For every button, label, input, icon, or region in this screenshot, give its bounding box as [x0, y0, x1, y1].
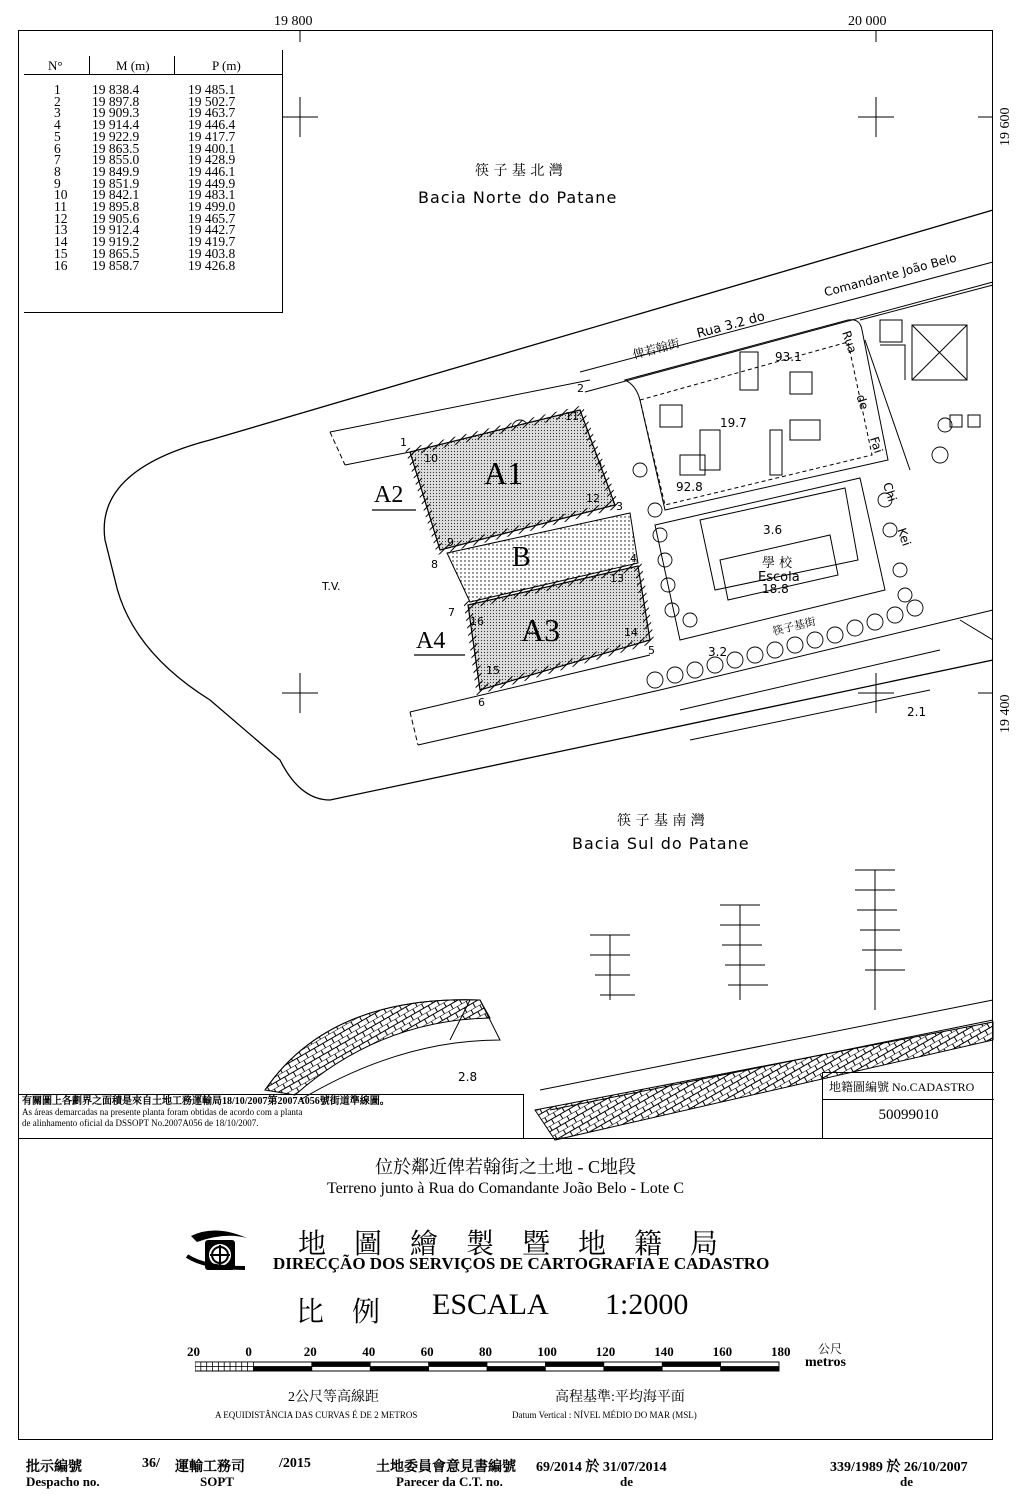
- p-coordinate: 19 463.7: [188, 105, 236, 121]
- point-9: 9: [447, 536, 454, 549]
- street-cn: 俾若翰街: [631, 336, 682, 362]
- parecer-cn: 土地委員會意見書編號: [376, 1460, 516, 1475]
- point-number: 7: [54, 152, 61, 168]
- zone-a2: A2: [374, 482, 404, 508]
- p-coordinate: 19 403.8: [188, 245, 236, 261]
- reference-de: de: [900, 1474, 913, 1489]
- note-pt-1: As áreas demarcadas na presente planta foram obtidas de acordo com a planta: [22, 1107, 303, 1117]
- p-coordinate: 19 446.1: [188, 163, 236, 179]
- despacho-year: /2015: [279, 1456, 311, 1471]
- m-coordinate: 19 858.7: [92, 257, 140, 273]
- point-2: 2: [577, 382, 584, 395]
- p-coordinate: 19 449.9: [188, 175, 236, 191]
- point-1: 1: [400, 436, 407, 449]
- scale-segment: [312, 1362, 370, 1367]
- table-row: [24, 163, 282, 179]
- coordinate-table: [24, 50, 283, 313]
- table-row: [24, 93, 282, 109]
- point-3: 3: [616, 500, 623, 513]
- datum-cn: 高程基準:平均海平面: [555, 1390, 685, 1405]
- scale-tick-label: 40: [362, 1344, 376, 1359]
- point-10: 10: [424, 452, 438, 465]
- elev-2-8: 2.8: [458, 1070, 478, 1084]
- north-bay-pt: Bacia Norte do Patane: [418, 188, 618, 207]
- point-number: 6: [54, 140, 61, 156]
- point-number: 11: [54, 199, 67, 214]
- table-row: [24, 257, 282, 273]
- m-coordinate: 19 849.9: [92, 163, 140, 179]
- p-coordinate: 19 446.4: [188, 117, 236, 133]
- point-number: 8: [54, 163, 61, 179]
- m-coordinate: 19 855.0: [92, 152, 140, 168]
- scale-tick-label: 20: [187, 1344, 200, 1359]
- school-pt: Escola: [758, 570, 800, 585]
- point-number: 10: [54, 187, 68, 203]
- chi-label: Chi: [880, 480, 900, 504]
- point-16: 16: [470, 615, 484, 628]
- scale-segment: [545, 1362, 603, 1367]
- p-coordinate: 19 502.7: [188, 93, 236, 109]
- table-row: [24, 107, 282, 119]
- elev-18-8: 18.8: [762, 582, 789, 596]
- school-block: [625, 320, 888, 640]
- zone-a3: A3: [521, 612, 561, 648]
- elev-19-7: 19.7: [720, 416, 747, 430]
- parecer-de: de: [620, 1474, 633, 1489]
- p-coordinate: 19 499.0: [188, 199, 236, 214]
- point-number: 3: [54, 105, 61, 121]
- scale-unit-cn: 公尺: [818, 1342, 843, 1356]
- grid-label-top-1: 19 800: [274, 14, 313, 29]
- scale-bar: [195, 1360, 785, 1374]
- m-coordinate: 19 863.5: [92, 140, 140, 156]
- p-coordinate: 19 465.7: [188, 210, 236, 226]
- point-number: 1: [54, 82, 61, 97]
- despacho-cn: 批示編號: [26, 1460, 82, 1475]
- north-bay-cn: 筷 子 基 北 灣: [475, 163, 563, 179]
- zone-a1: A1: [484, 455, 524, 491]
- p-coordinate: 19 419.7: [188, 234, 236, 250]
- elev-92-8: 92.8: [676, 480, 703, 494]
- scale-tick-label: 80: [479, 1344, 492, 1359]
- scale-cn: 比 例: [296, 1297, 381, 1328]
- grid-label-right-2: 19 400: [998, 694, 1013, 733]
- point-number: 14: [54, 234, 68, 250]
- datum-pt: Datum Vertical : NÍVEL MÉDIO DO MAR (MSL): [512, 1410, 697, 1420]
- parecer-value: 69/2014 於 31/07/2014: [536, 1460, 667, 1475]
- table-row: [24, 154, 282, 166]
- point-number: 15: [54, 245, 68, 261]
- point-11: 11: [565, 410, 579, 423]
- street-pt-1: Rua 3.2 do: [695, 309, 767, 342]
- parecer-pt: Parecer da C.T. no.: [396, 1474, 503, 1489]
- zone-a4: A4: [416, 628, 446, 654]
- grid-label-top-2: 20 000: [848, 14, 887, 29]
- m-coordinate: 19 912.4: [92, 222, 140, 238]
- point-number: 9: [54, 175, 61, 191]
- table-header-m: M (m): [116, 58, 150, 73]
- table-row: [24, 128, 282, 144]
- reference-value: 339/1989 於 26/10/2007: [830, 1460, 968, 1475]
- point-13: 13: [610, 572, 624, 585]
- scale-tick-label: 0: [245, 1344, 252, 1359]
- cadastro-box: [822, 1072, 994, 1139]
- m-coordinate: 19 914.4: [92, 117, 140, 133]
- scale-tick-label: 60: [420, 1344, 434, 1359]
- table-header-p: P (m): [212, 58, 241, 73]
- m-coordinate: 19 909.3: [92, 105, 140, 121]
- p-coordinate: 19 426.8: [188, 257, 236, 273]
- point-14: 14: [624, 626, 638, 639]
- point-number: 12: [54, 210, 68, 226]
- contour-pt: A EQUIDISTÂNCIA DAS CURVAS É DE 2 METROS: [215, 1410, 418, 1420]
- scale-tick-label: 160: [712, 1344, 733, 1359]
- p-coordinate: 19 483.1: [188, 187, 236, 203]
- table-header-no: N°: [48, 58, 63, 73]
- point-number: 13: [54, 222, 68, 238]
- p-coordinate: 19 485.1: [188, 82, 236, 97]
- point-number: 4: [54, 117, 61, 133]
- sopt-pt: SOPT: [200, 1474, 234, 1489]
- note-pt-2: de alinhamento oficial da DSSOPT No.2007A056 de 18/10/2007.: [22, 1118, 259, 1128]
- zone-b: B: [512, 542, 531, 573]
- agency-cn: 地 圖 繪 製 暨 地 籍 局: [298, 1229, 719, 1260]
- m-coordinate: 19 922.9: [92, 128, 140, 144]
- scale-segment: [253, 1367, 311, 1372]
- elev-2-1: 2.1: [907, 705, 927, 719]
- scale-tick-label: 20: [303, 1344, 317, 1359]
- scale-tick-label: 180: [771, 1344, 791, 1359]
- scale-tick-label: 100: [537, 1344, 557, 1359]
- m-coordinate: 19 905.6: [92, 210, 140, 226]
- street2-cn: 筷子基街: [771, 614, 818, 639]
- point-12: 12: [586, 492, 600, 505]
- breakwater: [265, 1000, 490, 1095]
- point-number: 2: [54, 93, 61, 109]
- m-coordinate: 19 919.2: [92, 234, 140, 250]
- note-text: [22, 1096, 522, 1129]
- p-coordinate: 19 400.1: [188, 140, 236, 156]
- scale-segment: [662, 1362, 720, 1367]
- sopt-cn: 運輸工務司: [175, 1460, 245, 1475]
- elev-3-2: 3.2: [708, 645, 728, 659]
- despacho-number: 36/: [142, 1456, 160, 1471]
- point-8: 8: [431, 558, 438, 571]
- fai-label: Fai: [867, 434, 886, 456]
- street-pt-2: Comandante João Belo: [822, 250, 959, 300]
- p-coordinate: 19 442.7: [188, 222, 236, 238]
- scale-tick-label: 120: [595, 1344, 616, 1359]
- cadastro-number: 50099010: [878, 1107, 939, 1123]
- scale-tick-label: 140: [654, 1344, 674, 1359]
- m-coordinate: 19 865.5: [92, 245, 140, 261]
- table-row: [24, 84, 282, 96]
- contour-cn: 2公尺等高線距: [288, 1390, 379, 1405]
- grid-label-right-1: 19 600: [998, 107, 1013, 146]
- elev-3-6: 3.6: [763, 523, 783, 537]
- m-coordinate: 19 895.8: [92, 199, 140, 214]
- de-label: de: [853, 392, 872, 412]
- south-bay-pt: Bacia Sul do Patane: [572, 834, 750, 853]
- scale-segment: [721, 1367, 779, 1372]
- note-cn: 有關圖上各劃界之面積是來自土地工務運輸局18/10/2007第2007A056號街道準線圖。: [22, 1096, 390, 1107]
- kei-label: Kei: [894, 526, 914, 548]
- school-cn: 學 校: [762, 556, 793, 571]
- point-15: 15: [486, 664, 500, 677]
- rua-label: Rua: [839, 329, 860, 355]
- p-coordinate: 19 417.7: [188, 128, 236, 144]
- scale-segment: [487, 1367, 545, 1372]
- m-coordinate: 19 897.8: [92, 93, 140, 109]
- tv-label: T.V.: [322, 580, 341, 593]
- agency-logo-icon: [185, 1228, 253, 1274]
- agency-pt: DIRECÇÃO DOS SERVIÇOS DE CARTOGRAFIA E CADASTRO: [273, 1254, 770, 1273]
- point-5: 5: [648, 644, 655, 657]
- lot-title-cn: 位於鄰近俾若翰街之土地 - C地段: [375, 1157, 636, 1177]
- despacho-pt: Despacho no.: [26, 1474, 100, 1489]
- scale-segment: [604, 1367, 662, 1372]
- m-coordinate: 19 842.1: [92, 187, 140, 203]
- table-row: [24, 119, 282, 131]
- table-row: [24, 140, 282, 156]
- south-bay-cn: 筷 子 基 南 灣: [617, 813, 705, 829]
- point-number: 16: [54, 257, 68, 273]
- m-coordinate: 19 838.4: [92, 82, 140, 97]
- scale-pt: ESCALA: [432, 1288, 549, 1321]
- cadastro-label: 地籍圖編號 No.CADASTRO: [829, 1080, 975, 1094]
- m-coordinate: 19 851.9: [92, 175, 140, 191]
- p-coordinate: 19 428.9: [188, 152, 236, 168]
- lot-title-pt: Terreno junto à Rua do Comandante João Belo - Lote C: [326, 1180, 684, 1197]
- point-number: 5: [54, 128, 61, 144]
- point-4: 4: [630, 552, 637, 565]
- elev-93-1: 93.1: [775, 350, 802, 364]
- scale-ratio: 1:2000: [605, 1288, 689, 1321]
- point-6: 6: [478, 696, 485, 709]
- point-7: 7: [448, 606, 455, 619]
- scale-segment: [370, 1367, 428, 1372]
- scale-unit-pt: metros: [805, 1355, 846, 1370]
- scale-segment: [429, 1362, 487, 1367]
